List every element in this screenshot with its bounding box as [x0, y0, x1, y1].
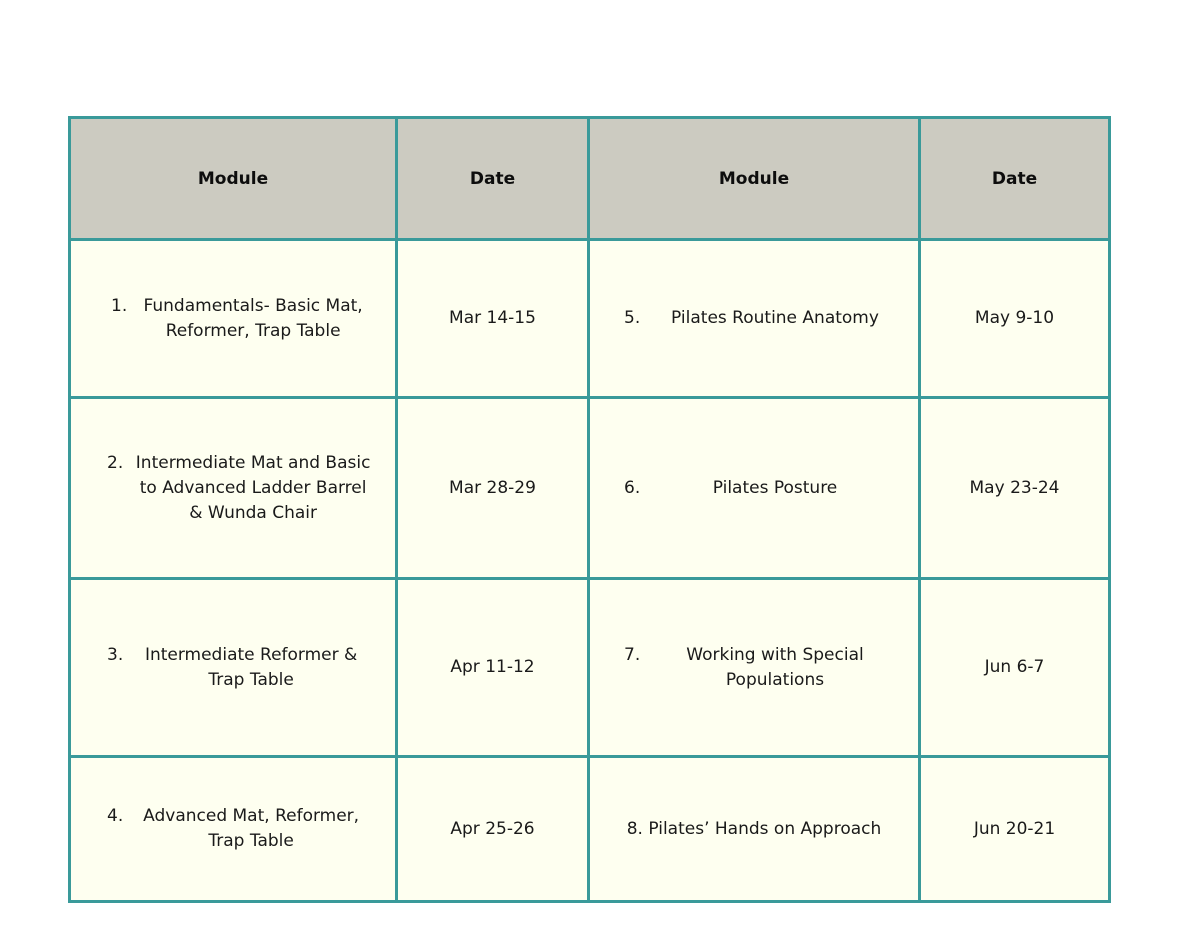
- module-title: Pilates Posture: [712, 477, 838, 498]
- module-number: 2.: [107, 452, 124, 473]
- table-row: [70, 240, 1110, 398]
- module-cell-left: [70, 398, 397, 579]
- module-title: Intermediate Mat and Basic to Advanced Ladder Barrel & Wunda Chair: [135, 452, 371, 523]
- module-cell-right: [589, 579, 920, 757]
- module-title: Advanced Mat, Reformer, Trap Table: [143, 806, 360, 851]
- module-cell-left: [70, 579, 397, 757]
- module-number: 6.: [624, 477, 641, 498]
- date-cell-left: Mar 14-15: [397, 240, 589, 398]
- date-cell-right: May 23-24: [920, 398, 1110, 579]
- header-date-right: Date: [920, 118, 1110, 240]
- header-module-left: Module: [70, 118, 397, 240]
- date-cell-right: Jun 6-7: [920, 579, 1110, 757]
- table-row: [70, 757, 1110, 902]
- table-row: [70, 398, 1110, 579]
- date-cell-right: Jun 20-21: [920, 757, 1110, 902]
- module-number: 4.: [107, 806, 124, 826]
- table-row: [70, 579, 1110, 757]
- module-cell-right: [589, 240, 920, 398]
- module-title: Working with Special Populations: [686, 644, 864, 690]
- module-number: 5.: [624, 308, 641, 328]
- header-module-right: Module: [589, 118, 920, 240]
- module-title: Intermediate Reformer & Trap Table: [144, 644, 358, 690]
- date-cell-right: May 9-10: [920, 240, 1110, 398]
- module-cell-left: [70, 757, 397, 902]
- date-cell-left: Mar 28-29: [397, 398, 589, 579]
- module-number: 3.: [107, 644, 124, 665]
- module-cell-right: [589, 757, 920, 902]
- header-date-left: Date: [397, 118, 589, 240]
- date-cell-left: Apr 11-12: [397, 579, 589, 757]
- module-title: Pilates Routine Anatomy: [671, 308, 879, 328]
- module-number: 7.: [624, 644, 641, 665]
- date-cell-left: Apr 25-26: [397, 757, 589, 902]
- module-cell-right: [589, 398, 920, 579]
- module-schedule-table: [68, 116, 1111, 903]
- module-title: Fundamentals- Basic Mat, Reformer, Trap Table: [143, 295, 363, 341]
- module-title: 8. Pilates’ Hands on Approach: [626, 818, 882, 839]
- module-number: 1.: [111, 295, 128, 316]
- module-cell-left: [70, 240, 397, 398]
- header-row: [70, 118, 1110, 240]
